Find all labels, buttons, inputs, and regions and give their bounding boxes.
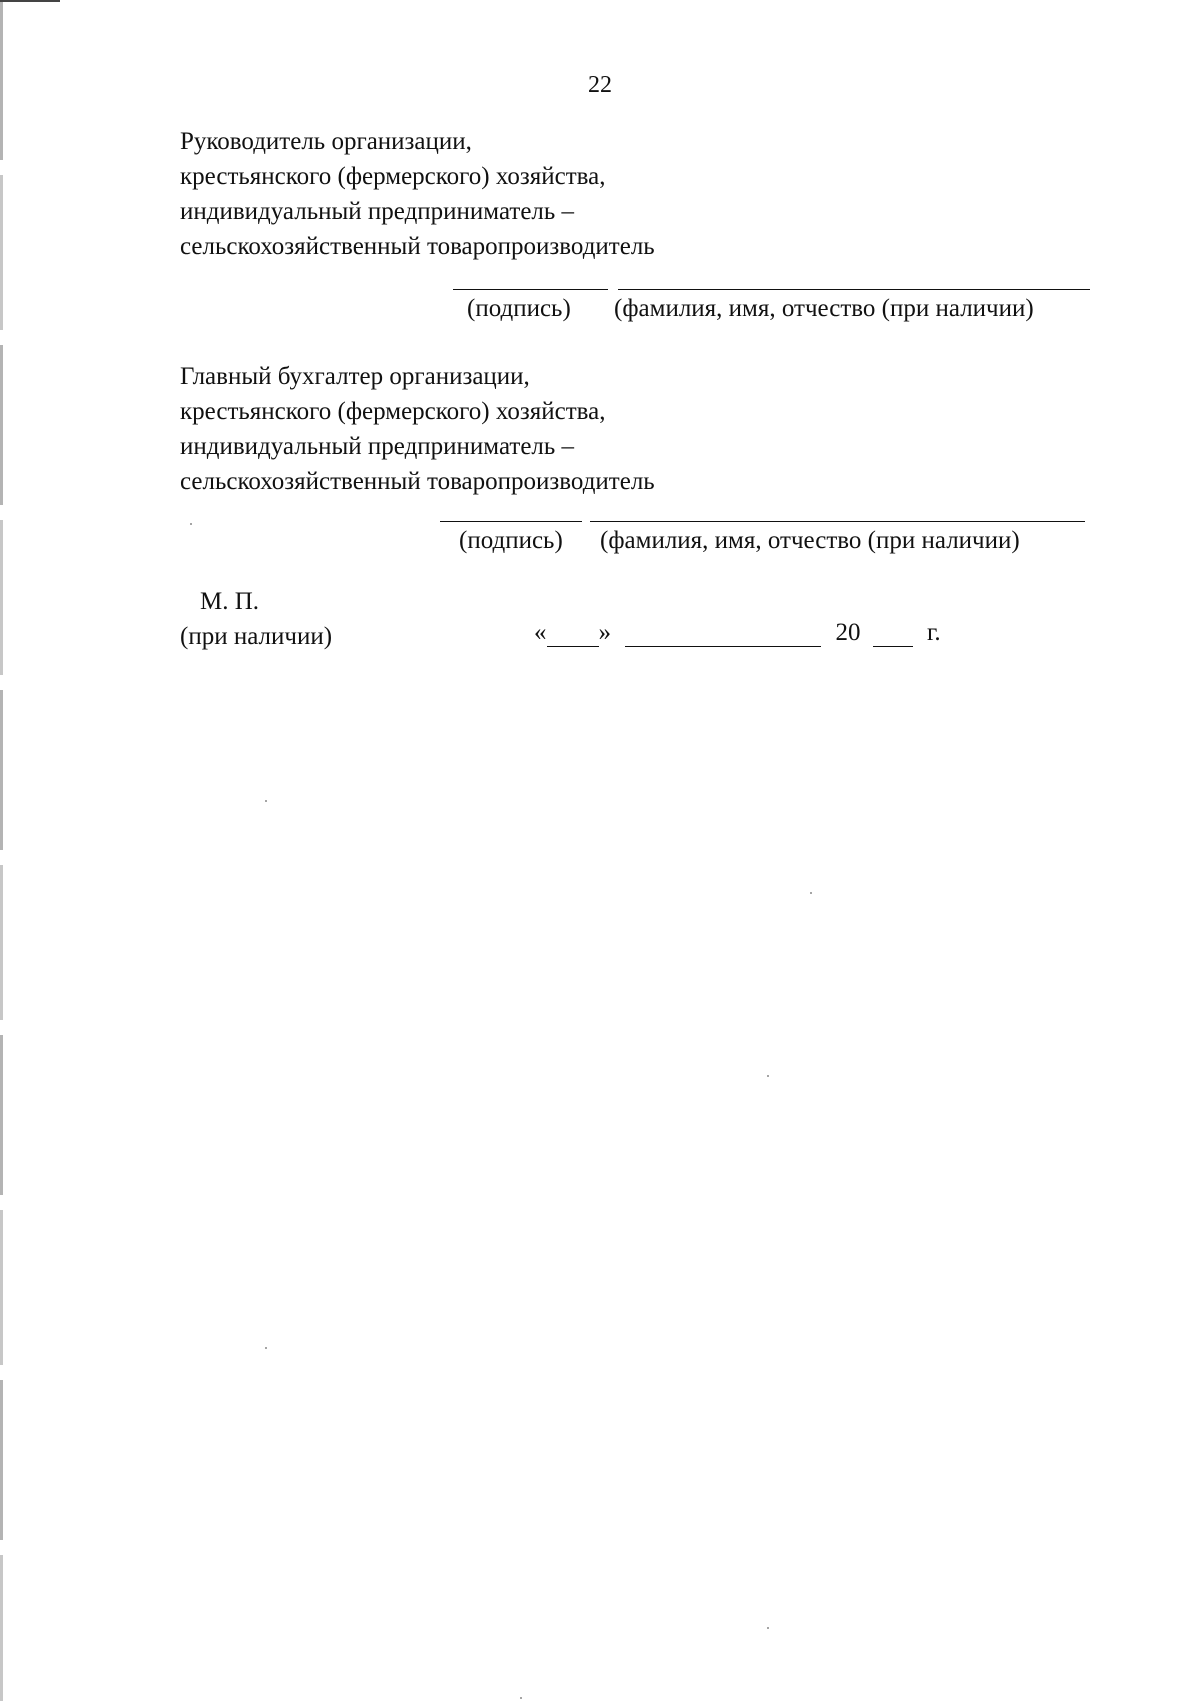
date-year-suffix: г. [927,619,941,646]
head-signature-field[interactable] [453,289,608,290]
date-year-field[interactable] [873,620,913,647]
accountant-title-line: крестьянского (фермерского) хозяйства, [180,398,606,425]
head-name-caption: (фамилия, имя, отчество (при наличии) [614,295,1034,322]
accountant-title-line: индивидуальный предприниматель – [180,433,575,460]
accountant-title-line: Главный бухгалтер организации, [180,363,530,390]
scan-speck [767,1627,769,1629]
date-open-quote: « [534,619,547,646]
date-year-prefix: 20 [835,619,861,646]
scan-speck [265,1347,267,1349]
scan-speck [190,523,192,525]
scan-speck [520,1697,522,1699]
page-number: 22 [588,72,612,98]
stamp-label: М. П. [200,588,260,615]
accountant-name-field[interactable] [590,521,1085,522]
date-month-field[interactable] [625,620,821,647]
head-signature-caption: (подпись) [467,295,571,322]
accountant-name-caption: (фамилия, имя, отчество (при наличии) [600,527,1020,554]
scan-speck [265,800,267,802]
head-title-line: Руководитель организации, [180,128,472,155]
head-title-line: индивидуальный предприниматель – [180,198,575,225]
head-name-field[interactable] [618,289,1090,290]
scan-edge-artifact [0,0,3,1701]
date-day-field[interactable] [547,620,599,647]
head-title-line: крестьянского (фермерского) хозяйства, [180,163,606,190]
date-line [534,619,941,654]
stamp-block [180,584,332,654]
head-signature-row [0,289,1200,329]
scan-speck [810,892,812,894]
accountant-signature-caption: (подпись) [459,527,563,554]
scan-speck [767,1075,769,1077]
stamp-note: (при наличии) [180,623,333,650]
accountant-title-line: сельскохозяйственный товаропроизводитель [180,468,655,495]
head-title-line: сельскохозяйственный товаропроизводитель [180,233,655,260]
accountant-signature-field[interactable] [440,521,582,522]
date-close-quote: » [598,619,611,646]
accountant-signature-row [0,521,1200,561]
scan-top-artifact [0,0,60,2]
head-title-block [180,124,655,264]
accountant-title-block [180,359,655,499]
